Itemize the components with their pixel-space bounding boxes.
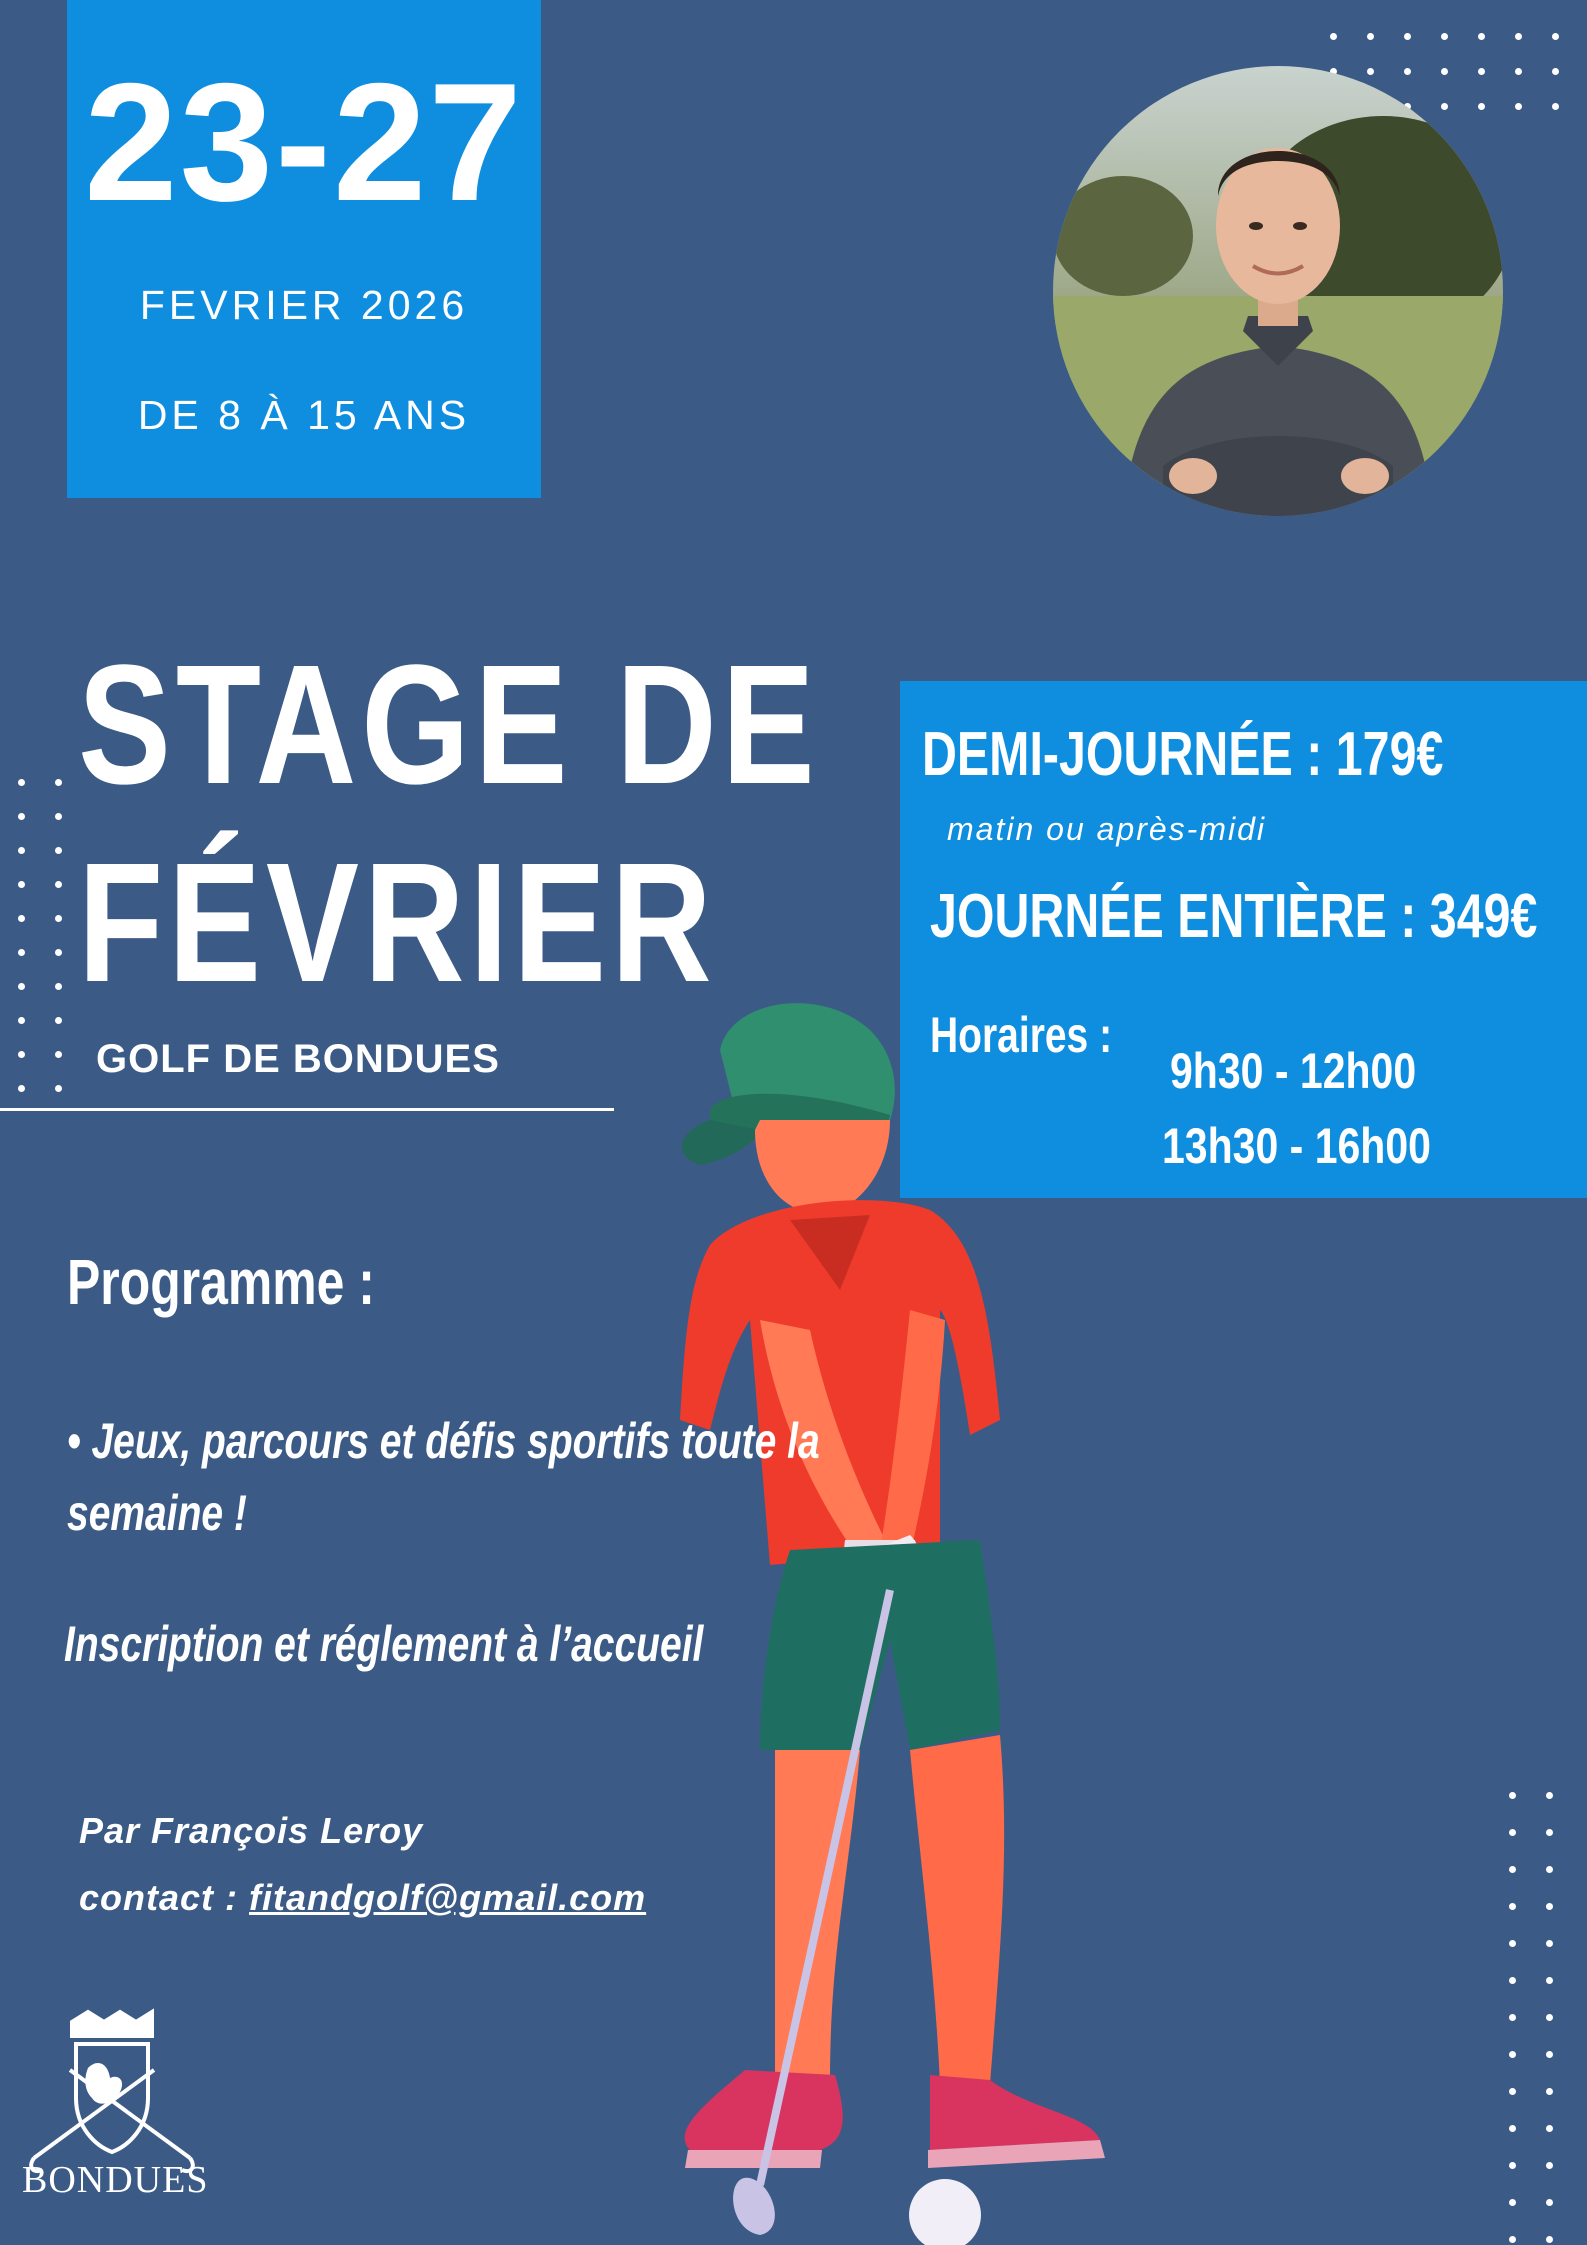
decorative-dot — [1330, 33, 1337, 40]
contact-prefix: contact : — [79, 1877, 250, 1918]
logo-text: BONDUES — [22, 2159, 209, 2201]
decorative-dot — [1509, 1977, 1516, 1984]
decorative-dot — [18, 1051, 25, 1058]
decorative-dot — [1515, 103, 1522, 110]
decorative-dot — [1509, 2088, 1516, 2095]
decorative-dot — [1509, 2125, 1516, 2132]
decorative-dot — [55, 1085, 62, 1092]
programme-label: Programme : — [67, 1246, 375, 1318]
decorative-dot — [55, 949, 62, 956]
decorative-dot — [1441, 68, 1448, 75]
venue-name: GOLF DE BONDUES — [96, 1037, 500, 1081]
decorative-dot — [18, 881, 25, 888]
decorative-dot — [55, 881, 62, 888]
decorative-dot — [55, 915, 62, 922]
decorative-dot — [18, 779, 25, 786]
decorative-dot — [18, 915, 25, 922]
decorative-dot — [55, 1051, 62, 1058]
hours-morning: 9h30 - 12h00 — [1170, 1043, 1417, 1099]
decorative-dot — [1441, 103, 1448, 110]
date-box — [67, 0, 541, 498]
decorative-dot — [1509, 2236, 1516, 2243]
contact-line — [79, 1877, 646, 1919]
decorative-dot — [1404, 68, 1411, 75]
decorative-dot — [1509, 2199, 1516, 2206]
decorative-dot — [1546, 2199, 1553, 2206]
decorative-dot — [18, 1017, 25, 1024]
decorative-dot — [1546, 2088, 1553, 2095]
author: Par François Leroy — [79, 1810, 424, 1851]
decorative-dot — [1546, 1866, 1553, 1873]
decorative-dot — [1367, 68, 1374, 75]
decorative-dot — [1509, 2162, 1516, 2169]
decorative-dot — [1478, 103, 1485, 110]
contact-email-link[interactable]: fitandgolf@gmail.com — [249, 1877, 647, 1918]
registration-note: Inscription et réglement à l’accueil — [64, 1616, 704, 1672]
hours-label: Horaires : — [930, 1007, 1113, 1063]
decorative-dot — [1552, 33, 1559, 40]
price-full-day: JOURNÉE ENTIÈRE : 349€ — [930, 882, 1538, 951]
decorative-dot — [18, 813, 25, 820]
title-line-2: FÉVRIER — [78, 828, 717, 1018]
decorative-dot — [1546, 1792, 1553, 1799]
decorative-dot — [1546, 2162, 1553, 2169]
decorative-dot — [1546, 1903, 1553, 1910]
decorative-dot — [1441, 33, 1448, 40]
price-half-day: DEMI-JOURNÉE : 179€ — [922, 720, 1444, 789]
decorative-dot — [18, 949, 25, 956]
decorative-dot — [55, 779, 62, 786]
hours-afternoon: 13h30 - 16h00 — [1162, 1118, 1431, 1174]
decorative-dot — [1478, 68, 1485, 75]
programme-item: • Jeux, parcours et défis sportifs toute la semaine ! — [67, 1413, 820, 1541]
decorative-dot — [1546, 1940, 1553, 1947]
decorative-dot — [1515, 68, 1522, 75]
decorative-dot — [55, 813, 62, 820]
decorative-dot — [1509, 2051, 1516, 2058]
title-divider — [0, 1108, 614, 1111]
decorative-dot — [1509, 1792, 1516, 1799]
price-box — [900, 681, 1587, 1198]
decorative-dot — [18, 983, 25, 990]
coach-portrait — [1053, 66, 1503, 516]
decorative-dot — [1509, 1903, 1516, 1910]
decorative-dot — [1552, 68, 1559, 75]
decorative-dot — [1546, 2236, 1553, 2243]
decorative-dot — [1546, 2014, 1553, 2021]
date-month-year: FEVRIER 2026 — [139, 282, 469, 328]
decorative-dot — [18, 847, 25, 854]
age-range: DE 8 À 15 ANS — [137, 392, 471, 438]
title-line-1: STAGE DE — [78, 630, 820, 820]
decorative-dot — [55, 847, 62, 854]
decorative-dot — [1404, 33, 1411, 40]
decorative-dot — [1509, 1829, 1516, 1836]
decorative-dot — [1509, 1866, 1516, 1873]
price-half-day-note: matin ou après-midi — [947, 811, 1266, 847]
decorative-dot — [1515, 33, 1522, 40]
decorative-dot — [1552, 103, 1559, 110]
decorative-dot — [1546, 1829, 1553, 1836]
decorative-dot — [18, 1085, 25, 1092]
decorative-dot — [1509, 1940, 1516, 1947]
date-range: 23-27 — [84, 48, 524, 236]
decorative-dot — [1546, 1977, 1553, 1984]
decorative-dot — [1546, 2051, 1553, 2058]
decorative-dot — [1509, 2014, 1516, 2021]
decorative-dot — [1546, 2125, 1553, 2132]
decorative-dot — [1478, 33, 1485, 40]
decorative-dot — [55, 983, 62, 990]
decorative-dot — [1367, 33, 1374, 40]
decorative-dot — [55, 1017, 62, 1024]
